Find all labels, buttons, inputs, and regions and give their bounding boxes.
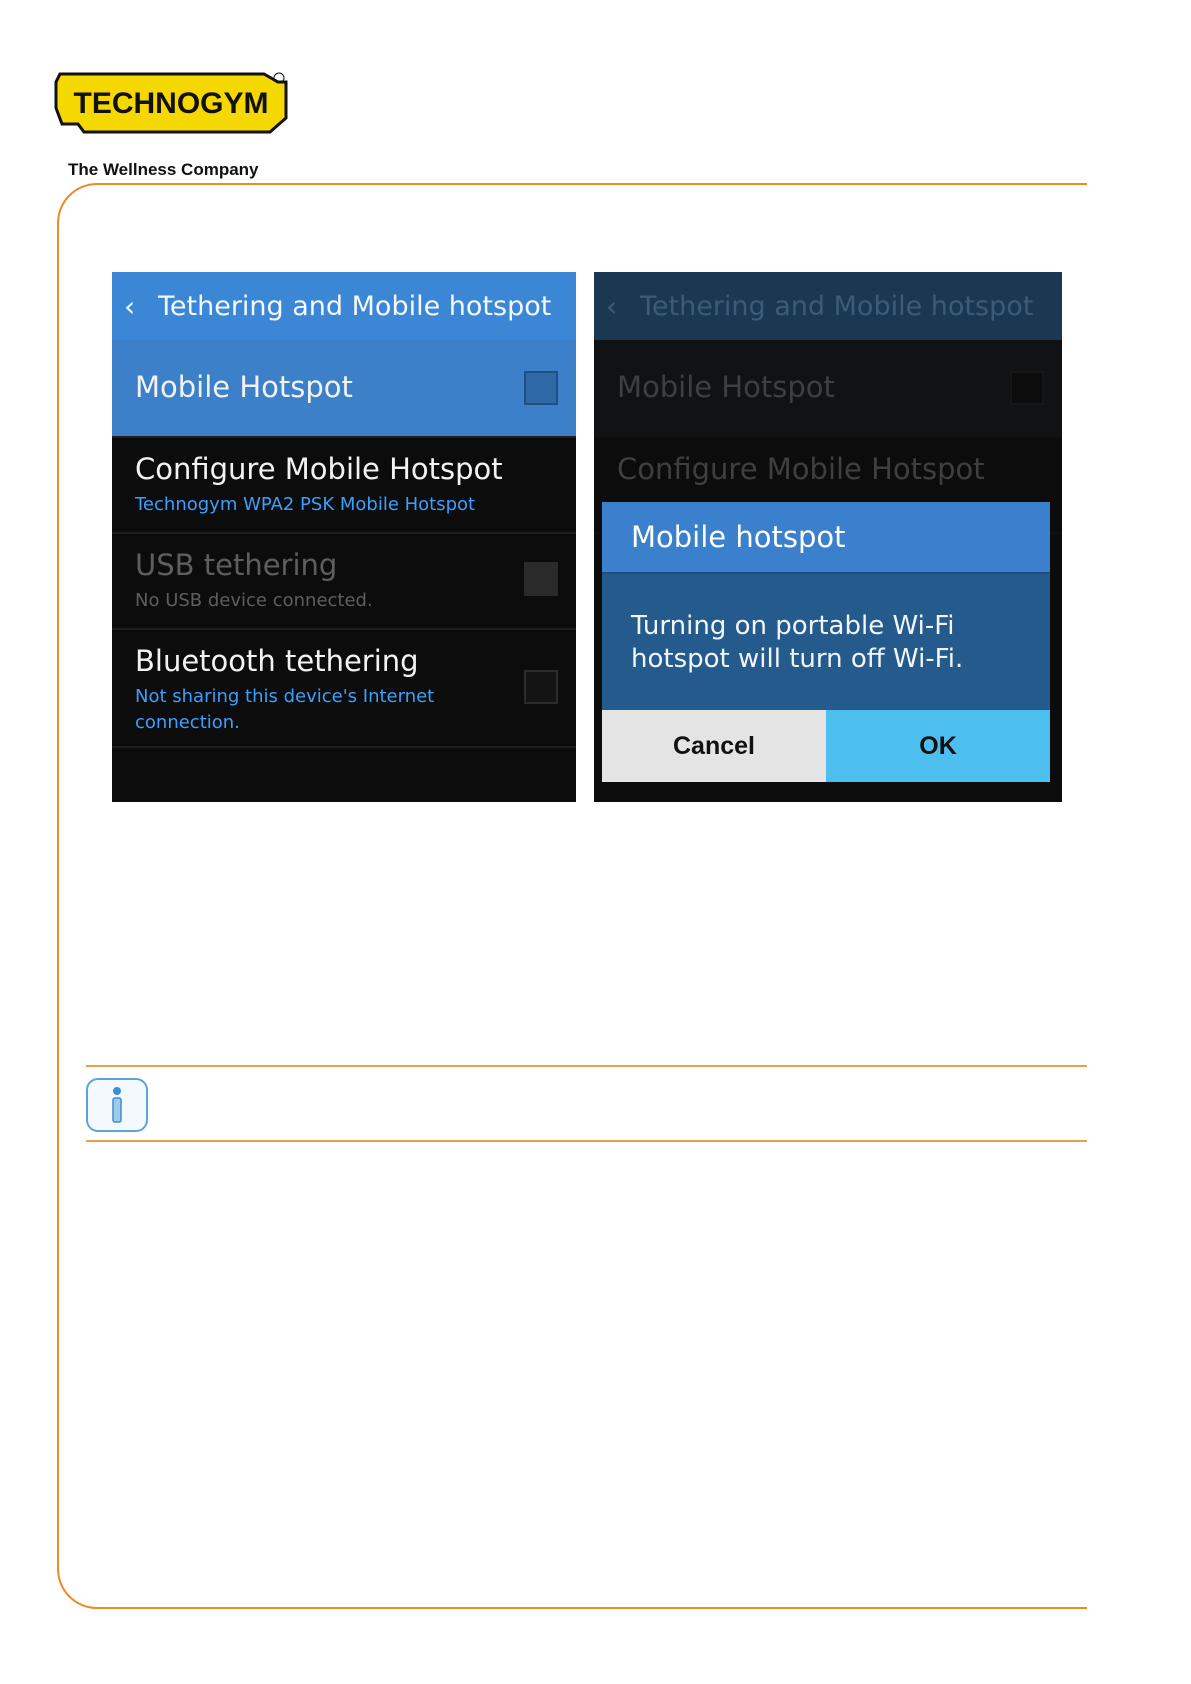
item-subtitle-line2: connection. bbox=[135, 712, 240, 733]
note-divider-bottom bbox=[86, 1140, 1087, 1142]
chevron-left-icon: ‹ bbox=[606, 289, 618, 323]
tagline: The Wellness Company bbox=[68, 160, 259, 179]
logo-wordmark: TECHNOGYM bbox=[73, 87, 269, 120]
bluetooth-tethering-checkbox[interactable] bbox=[524, 670, 558, 704]
item-title: Mobile Hotspot bbox=[135, 370, 353, 404]
technogym-logo bbox=[54, 68, 294, 140]
ok-button[interactable]: OK bbox=[826, 710, 1050, 782]
list-item-usb-tethering[interactable] bbox=[112, 534, 576, 630]
chevron-left-icon[interactable]: ‹ bbox=[124, 289, 136, 323]
item-title: Mobile Hotspot bbox=[617, 370, 835, 404]
item-title: Configure Mobile Hotspot bbox=[617, 452, 985, 486]
item-subtitle: Not sharing this device's Internet bbox=[135, 686, 435, 707]
item-subtitle: No USB device connected. bbox=[135, 590, 373, 611]
list-item-mobile-hotspot bbox=[594, 340, 1062, 438]
item-subtitle: Technogym WPA2 PSK Mobile Hotspot bbox=[135, 494, 476, 515]
dialog-message-line1: Turning on portable Wi-Fi bbox=[631, 611, 955, 641]
info-icon bbox=[86, 1078, 148, 1132]
list-item-configure-hotspot[interactable] bbox=[112, 438, 576, 534]
app-bar bbox=[594, 272, 1062, 340]
app-bar-title: Tethering and Mobile hotspot bbox=[158, 290, 552, 322]
dialog-title: Mobile hotspot bbox=[602, 502, 1050, 574]
list-item-mobile-hotspot[interactable] bbox=[112, 340, 576, 438]
item-title: Bluetooth tethering bbox=[135, 644, 419, 678]
item-title: USB tethering bbox=[135, 548, 338, 582]
tethering-screen bbox=[112, 272, 576, 802]
mobile-hotspot-checkbox[interactable] bbox=[524, 371, 558, 405]
mobile-hotspot-checkbox bbox=[1010, 371, 1044, 405]
tethering-screen-dialog bbox=[594, 272, 1062, 802]
dialog-message bbox=[631, 610, 1031, 676]
usb-tethering-checkbox[interactable] bbox=[524, 562, 558, 596]
cancel-button[interactable]: Cancel bbox=[602, 710, 826, 782]
list-item-bluetooth-tethering[interactable] bbox=[112, 630, 576, 748]
dialog-message-line2: hotspot will turn off Wi-Fi. bbox=[631, 644, 964, 674]
mobile-hotspot-dialog bbox=[602, 502, 1050, 782]
dialog-buttons bbox=[602, 710, 1050, 782]
app-bar bbox=[112, 272, 576, 340]
item-title: Configure Mobile Hotspot bbox=[135, 452, 503, 486]
app-bar-title: Tethering and Mobile hotspot bbox=[640, 290, 1034, 322]
note-divider-top bbox=[86, 1065, 1087, 1067]
